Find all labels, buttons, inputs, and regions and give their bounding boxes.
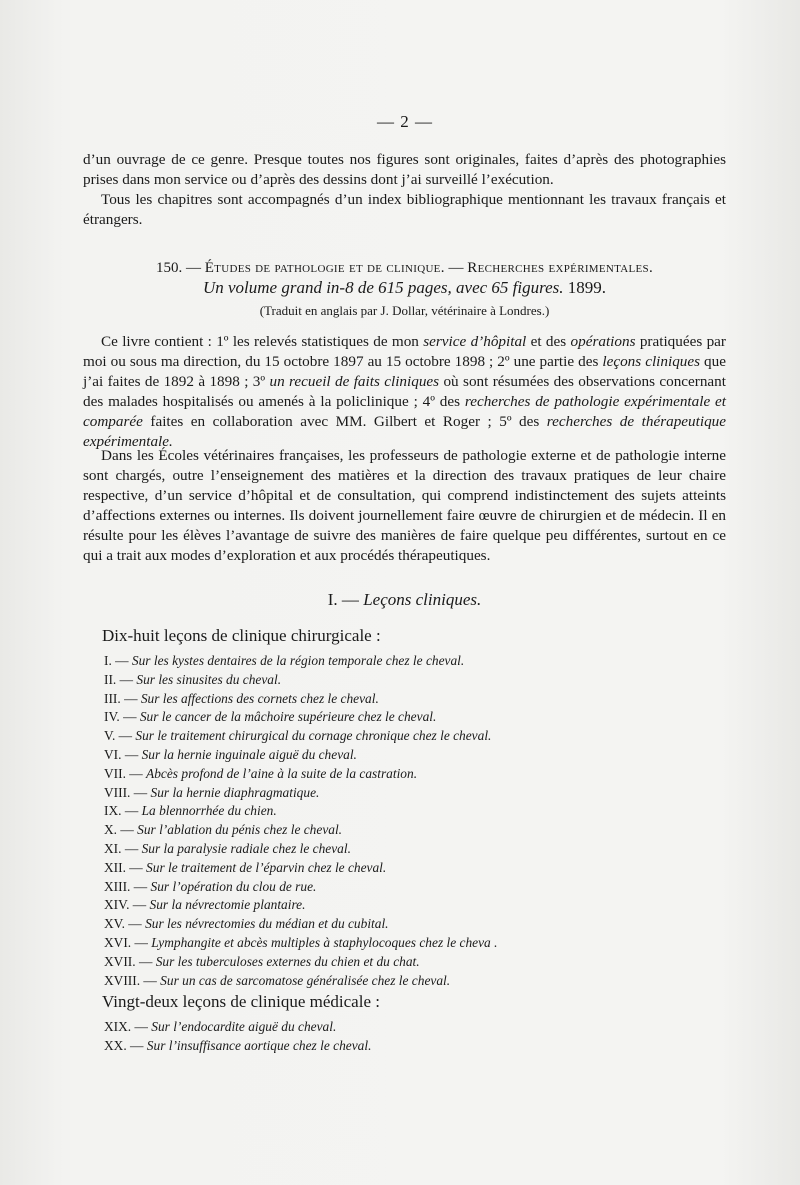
- list-item: XVIII. — Sur un cas de sarcomatose généralisée chez le cheval.: [104, 972, 451, 988]
- list-item: XIII. — Sur l’opération du clou de rue.: [104, 878, 317, 894]
- surgical-heading: Dix-huit leçons de clinique chirurgicale :: [102, 626, 381, 645]
- list-item: XIX. — Sur l’endocardite aiguë du cheval.: [104, 1019, 337, 1034]
- intro-paragraph: d’un ouvrage de ce genre. Presque toutes nos figures sont originales, faites d’après des photographies prises dans mon service ou d’après des dessins dont j’ai surveillé l’exécution.: [83, 151, 726, 188]
- list-item: XVI. — Lymphangite et abcès multiples à staphylocoques chez le cheva .: [104, 934, 498, 950]
- list-item: IV. — Sur le cancer de la mâchoire supérieure chez le cheval.: [104, 709, 437, 725]
- entry-year: 1899.: [567, 278, 607, 297]
- section-numeral: I. —: [327, 590, 359, 609]
- list-item: XV. — Sur les névrectomies du médian et du cubital.: [104, 916, 389, 932]
- list-item: XIV. — Sur la névrectomie plantaire.: [104, 897, 306, 913]
- list-item: III. — Sur les affections des cornets chez le cheval.: [104, 690, 379, 706]
- page-number: — 2 —: [377, 112, 433, 131]
- list-item: XII. — Sur le traitement de l’éparvin chez le cheval.: [104, 859, 387, 875]
- list-item: VII. — Abcès profond de l’aine à la suite de la castration.: [104, 765, 418, 781]
- entry-heading: 150. — Études de pathologie et de clinique. — Recherches expérimentales.: [155, 260, 654, 276]
- entry-title-part1: Études de pathologie et de clinique.: [204, 260, 445, 276]
- list-item: X. — Sur l’ablation du pénis chez le cheval.: [104, 822, 343, 838]
- list-item: V. — Sur le traitement chirurgical du cornage chronique chez le cheval.: [104, 728, 492, 744]
- list-item: XX. — Sur l’insuffisance aortique chez le cheval.: [104, 1037, 372, 1053]
- list-item: I. — Sur les kystes dentaires de la région temporale chez le cheval.: [104, 653, 465, 668]
- medical-lessons-list: [104, 1018, 724, 1056]
- content-paragraph: Ce livre contient : 1º les relevés statistiques de mon service d’hôpital et des opérations pratiquées par moi ou sous ma direction, du 15 octobre 1897 au 15 octobre 1898 ; 2º une partie des leçons cliniques que j’ai faites de 1892 à 1898 ; 3º un recueil de faits cliniques où sont résumées des observations concernant des malades hospitalisés ou amenés à la policlinique ; 4º des recherches de pathologie expérimentale et comparée faites en collaboration avec MM. Gilbert et Roger ; 5º des recherches de thérapeutique expérimentale.: [83, 333, 726, 450]
- list-item: II. — Sur les sinusites du cheval.: [104, 671, 282, 687]
- schools-paragraph: Dans les Écoles vétérinaires françaises, les professeurs de pathologie externe et de pathologie interne sont chargés, outre l’enseignement des matières et la direction des travaux pratiques de leur chaire respective, d’un service d’hôpital et de consultation, qui comprend indistinctement des sujets atteints d’affections externes ou internes. Ils doivent journellement faire œuvre de chirurgien et de médecin. Il en résulte pour les élèves l’avantage de suivre des manières de faire quelque peu différentes, surtout en ce qui a trait aux modes d’exploration et aux procédés thérapeutiques.: [83, 447, 726, 564]
- surgical-lessons-list: [104, 652, 724, 990]
- entry-number: 150.: [155, 260, 183, 276]
- list-item: XI. — Sur la paralysie radiale chez le cheval.: [104, 840, 351, 856]
- intro-paragraph-2: Tous les chapitres sont accompagnés d’un index bibliographique mentionnant les travaux français et étrangers.: [83, 191, 726, 228]
- section-name: Leçons cliniques.: [363, 590, 482, 609]
- entry-format: Un volume grand in-8 de 615 pages, avec 65 figures.: [202, 278, 564, 297]
- translation-note: (Traduit en anglais par J. Dollar, vétérinaire à Londres.): [259, 303, 550, 318]
- list-item: IX. — La blennorrhée du chien.: [104, 803, 277, 819]
- section-title: [83, 589, 726, 611]
- list-item: VI. — Sur la hernie inguinale aiguë du cheval.: [104, 746, 357, 762]
- entry-title-part2: Recherches expérimentales.: [467, 260, 654, 276]
- list-item: XVII. — Sur les tuberculoses externes du chien et du chat.: [104, 953, 420, 969]
- list-item: VIII. — Sur la hernie diaphragmatique.: [104, 784, 320, 800]
- entry-subtitle: [83, 277, 726, 299]
- medical-heading: Vingt-deux leçons de clinique médicale :: [102, 992, 380, 1011]
